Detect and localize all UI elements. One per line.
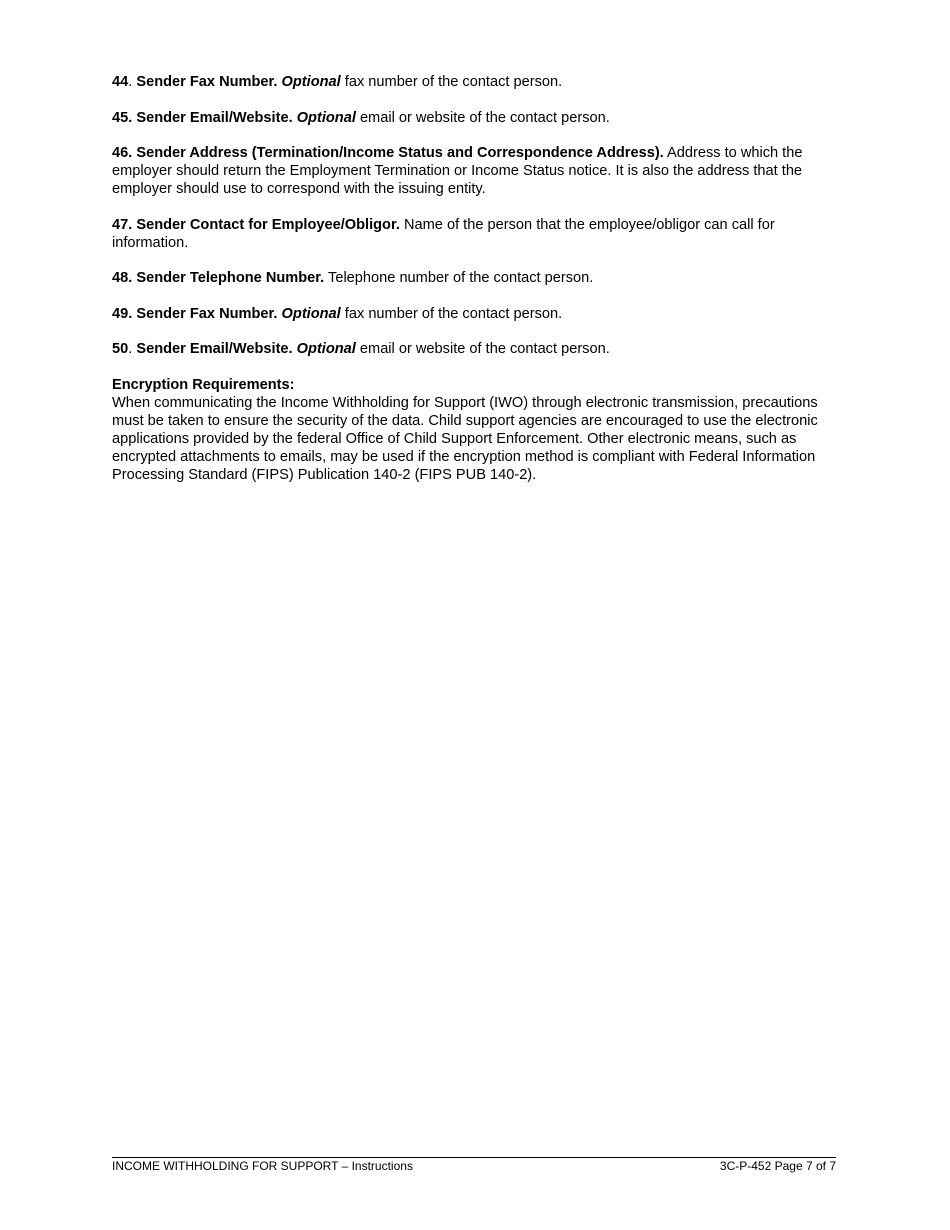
item-optional-label: Optional	[296, 341, 356, 357]
item-separator: .	[128, 341, 137, 357]
item-description: fax number of the contact person.	[344, 305, 563, 322]
footer-document-title: INCOME WITHHOLDING FOR SUPPORT – Instructions	[112, 1159, 413, 1173]
item-description: Address to which the employer should return the Employment Termination or Income Status notice. It is also the address that the employer should use to correspond with the issuing entity.	[112, 145, 803, 197]
instruction-item-44	[112, 73, 838, 91]
item-title: Sender Fax Number.	[136, 305, 278, 322]
instruction-item-48	[112, 269, 838, 287]
item-description: email or website of the contact person.	[359, 109, 610, 126]
item-optional-label: Optional	[281, 74, 341, 90]
encryption-heading: Encryption Requirements:	[112, 376, 295, 393]
item-optional-label: Optional	[281, 305, 341, 322]
item-number: 45.	[112, 109, 133, 126]
footer-divider	[112, 1157, 836, 1158]
item-number: 50	[112, 341, 129, 357]
item-number: 48.	[112, 270, 133, 286]
item-number: 49.	[112, 305, 133, 322]
item-description: fax number of the contact person.	[344, 74, 563, 90]
item-title: Sender Telephone Number.	[136, 270, 325, 286]
item-description: Name of the person that the employee/obligor can call for information.	[112, 216, 775, 251]
item-title: Sender Email/Website.	[136, 109, 293, 126]
instruction-item-47	[112, 216, 838, 252]
encryption-body: When communicating the Income Withholding for Support (IWO) through electronic transmission, precautions must be taken to ensure the security of the data. Child support agencies are encouraged to use the electronic applications provided by the federal Office of Child Support Enforcement. Other electronic means, such as encrypted attachments to emails, may be used if the encryption method is compliant with Federal Information Processing Standard (FIPS) Publication 140-2 (FIPS PUB 140-2).	[112, 394, 818, 483]
item-title: Sender Contact for Employee/Obligor.	[136, 216, 400, 233]
instruction-item-50	[112, 340, 838, 358]
item-separator: .	[128, 74, 137, 90]
footer-page-number: 3C-P-452 Page 7 of 7	[719, 1159, 836, 1173]
item-number: 44	[112, 74, 129, 90]
item-description: email or website of the contact person.	[359, 341, 610, 357]
instruction-item-49	[112, 305, 838, 323]
document-body	[112, 73, 838, 484]
item-description: Telephone number of the contact person.	[328, 270, 594, 286]
item-title: Sender Email/Website.	[136, 341, 293, 357]
instruction-item-46	[112, 144, 838, 198]
item-optional-label: Optional	[296, 109, 356, 126]
item-title: Sender Address (Termination/Income Status and Correspondence Address).	[136, 145, 664, 161]
item-number: 46.	[112, 145, 133, 161]
instruction-item-45	[112, 109, 838, 127]
page-footer	[112, 1159, 836, 1173]
item-number: 47.	[112, 216, 133, 233]
item-title: Sender Fax Number.	[136, 74, 278, 90]
